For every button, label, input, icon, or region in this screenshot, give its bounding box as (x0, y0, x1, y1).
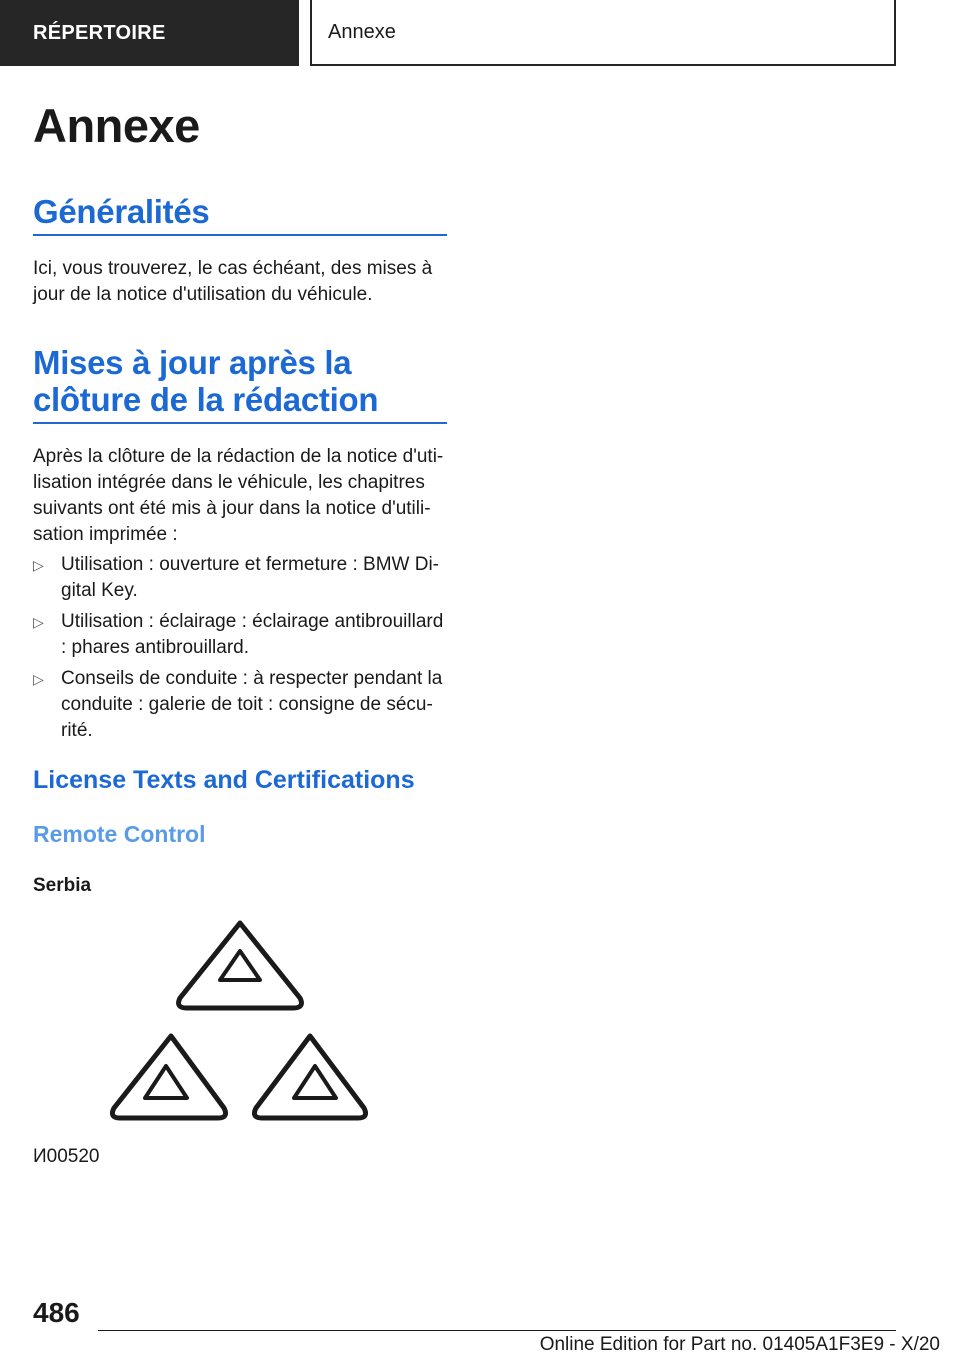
triangle-bullet-icon: ▷ (33, 557, 44, 573)
footer-rule (98, 1330, 896, 1331)
list-item-text: Conseils de conduite : à respecter pendant la conduite : galerie de toit : consigne de sécu-rité. (61, 668, 443, 741)
list-item-text: Utilisation : éclairage : éclairage antibrouillard : phares antibrouillard. (61, 611, 444, 658)
section-breadcrumb (310, 0, 896, 66)
heading-updates-line2: clôture de la rédaction (33, 381, 379, 418)
directory-tab-label: RÉPERTOIRE (33, 21, 166, 44)
triangle-bullet-icon: ▷ (33, 671, 44, 687)
heading-license: License Texts and Certifications (33, 766, 415, 794)
heading-updates-line1: Mises à jour après la (33, 344, 352, 381)
updates-list (33, 552, 449, 749)
heading-generalites: Généralités (33, 193, 210, 230)
footer-edition-text: Online Edition for Part no. 01405A1F3E9 - X/20 (539, 1334, 940, 1355)
list-item (33, 666, 449, 744)
heading-rule (33, 422, 447, 424)
list-item (33, 609, 449, 661)
heading-rule (33, 234, 447, 236)
page-title: Annexe (33, 99, 200, 152)
serbia-triple-triangle-mark-icon (108, 918, 372, 1130)
heading-remote-control: Remote Control (33, 821, 206, 847)
section-breadcrumb-label: Annexe (328, 20, 396, 43)
list-item-text: Utilisation : ouverture et fermeture : BMW Di-gital Key. (61, 554, 439, 601)
country-label: Serbia (33, 875, 92, 896)
heading-updates (33, 344, 378, 418)
updates-text: Après la clôture de la rédaction de la notice d'uti-lisation intégrée dans le véhicule, les chapitres suivants ont été mis à jour dans la notice d'utili-sation imprimée : (33, 446, 444, 545)
directory-tab[interactable] (0, 0, 299, 66)
triangle-bullet-icon: ▷ (33, 614, 44, 630)
generalites-text: Ici, vous trouverez, le cas échéant, des mises à jour de la notice d'utilisation du véhicule. (33, 258, 433, 305)
page-number: 486 (33, 1297, 80, 1328)
list-item (33, 552, 449, 604)
certification-code: И00520 (33, 1146, 100, 1167)
